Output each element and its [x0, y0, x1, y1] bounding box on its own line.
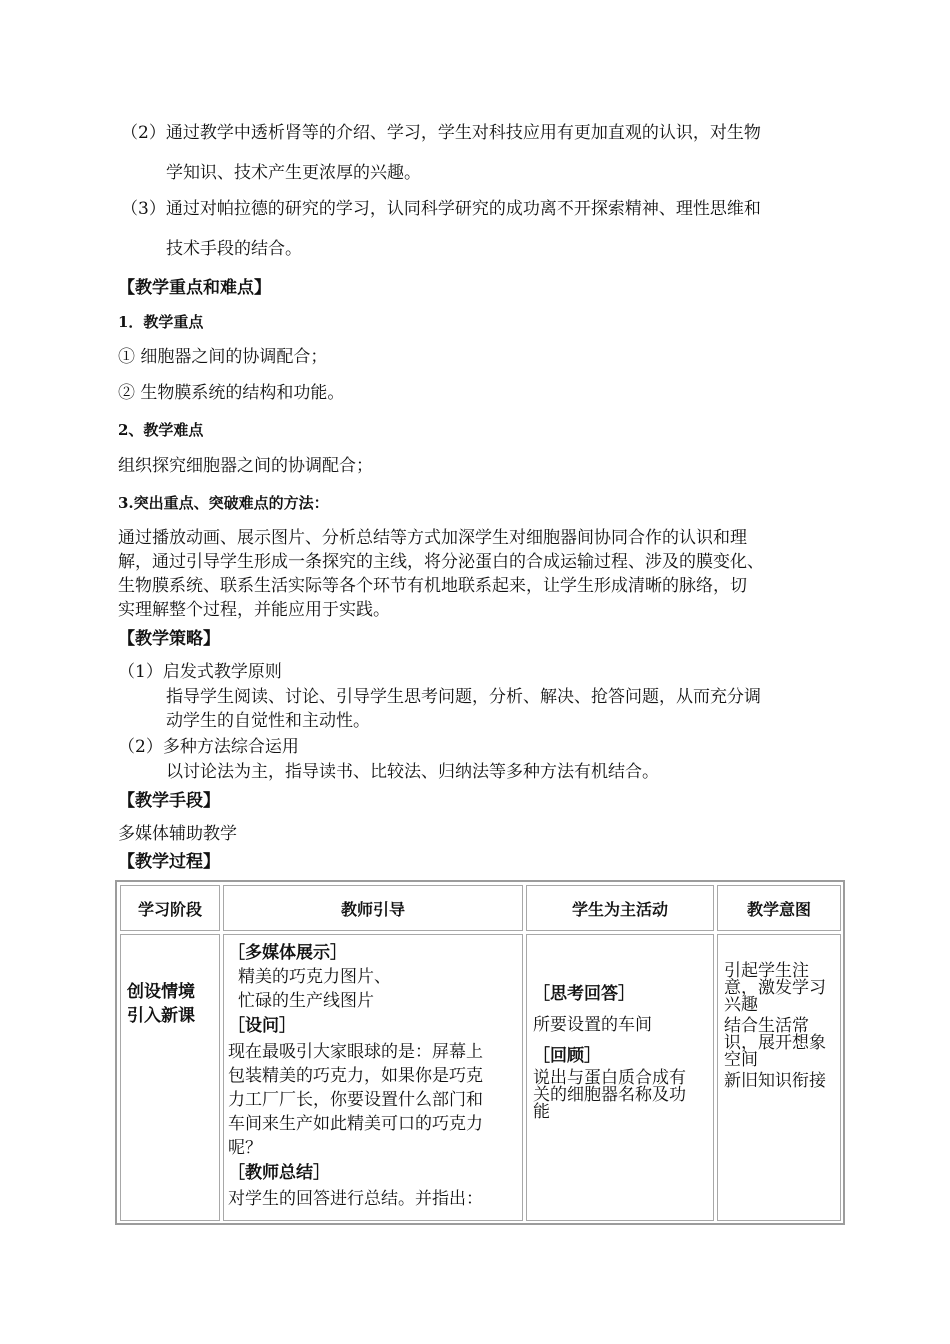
- strategy-item-2: （2）多种方法综合运用: [118, 737, 299, 757]
- intent-line-6: 空间: [724, 1050, 758, 1070]
- teacher-question-5: 呢？: [228, 1138, 262, 1158]
- teacher-tag-question: ［设问］: [228, 1016, 296, 1036]
- goal-item-2-line-1: （2）通过教学中透析肾等的介绍、学习，学生对科技应用有更加直观的认识，对生物: [121, 123, 761, 143]
- teacher-tag-summary: ［教师总结］: [228, 1163, 330, 1183]
- difficulty-1: 组织探究细胞器之间的协调配合；: [118, 456, 373, 476]
- key-points-heading: 【教学重点和难点】: [118, 278, 271, 298]
- intent-line-4: 结合生活常: [724, 1016, 809, 1036]
- key-point-2: ② 生物膜系统的结构和功能。: [118, 383, 345, 403]
- intent-line-5: 识，展开想象: [724, 1033, 826, 1053]
- student-review-3: 能: [533, 1102, 550, 1122]
- method-line-3: 生物膜系统、联系生活实际等各个环节有机地联系起来，让学生形成清晰的脉络，切: [118, 576, 747, 596]
- student-review-1: 说出与蛋白质合成有: [533, 1068, 686, 1088]
- teacher-question-1: 现在最吸引大家眼球的是：屏幕上: [228, 1042, 483, 1062]
- table-row-intent-cell: [717, 934, 841, 1221]
- stage-line-1: 创设情境: [127, 982, 195, 1002]
- strategy-item-1-line-1: 指导学生阅读、讨论、引导学生思考问题，分析、解决、抢答问题，从而充分调: [166, 687, 761, 707]
- method-line-2: 解，通过引导学生形成一条探究的主线，将分泌蛋白的合成运输过程、涉及的膜变化、: [118, 552, 764, 572]
- col-header-student: 学生为主活动: [526, 885, 714, 931]
- teacher-summary-1: 对学生的回答进行总结。并指出：: [228, 1189, 483, 1209]
- method-line-1: 通过播放动画、展示图片、分析总结等方式加深学生对细胞器间协同合作的认识和理: [118, 528, 747, 548]
- strategy-item-1-line-2: 动学生的自觉性和主动性。: [166, 711, 370, 731]
- teacher-text-1: 精美的巧克力图片、: [238, 967, 391, 987]
- teaching-process-table: [115, 880, 845, 1225]
- key-points-subheading-1: 1．教学重点: [118, 313, 204, 331]
- goal-item-2-line-2: 学知识、技术产生更浓厚的兴趣。: [166, 163, 421, 183]
- key-points-subheading-2: 2、教学难点: [118, 421, 204, 439]
- strategy-item-2-line-1: 以讨论法为主，指导读书、比较法、归纳法等多种方法有机结合。: [166, 762, 659, 782]
- process-heading: 【教学过程】: [118, 852, 220, 872]
- teacher-text-2: 忙碌的生产线图片: [238, 991, 374, 1011]
- student-tag-review: ［回顾］: [533, 1046, 601, 1066]
- intent-line-7: 新旧知识衔接: [724, 1071, 826, 1091]
- table-row-student-cell: [526, 934, 714, 1221]
- strategy-heading: 【教学策略】: [118, 629, 220, 649]
- method-line-4: 实理解整个过程，并能应用于实践。: [118, 600, 390, 620]
- student-review-2: 关的细胞器名称及功: [533, 1085, 686, 1105]
- intent-line-3: 兴趣: [724, 995, 758, 1015]
- goal-item-3-line-1: （3）通过对帕拉德的研究的学习，认同科学研究的成功离不开探索精神、理性思维和: [121, 199, 761, 219]
- strategy-item-1: （1）启发式教学原则: [118, 662, 282, 682]
- table-row-teacher-cell: [223, 934, 523, 1221]
- col-header-teacher: 教师引导: [223, 885, 523, 931]
- student-answer-1: 所要设置的车间: [533, 1015, 652, 1035]
- goal-item-3-line-2: 技术手段的结合。: [166, 239, 302, 259]
- stage-line-2: 引入新课: [127, 1006, 195, 1026]
- key-points-subheading-3: 3.突出重点、突破难点的方法：: [118, 494, 329, 512]
- means-text: 多媒体辅助教学: [118, 824, 237, 844]
- teacher-question-2: 包装精美的巧克力，如果你是巧克: [228, 1066, 483, 1086]
- key-point-1: ① 细胞器之间的协调配合；: [118, 347, 328, 367]
- intent-line-1: 引起学生注: [724, 961, 809, 981]
- student-tag-think: ［思考回答］: [533, 984, 635, 1004]
- means-heading: 【教学手段】: [118, 791, 220, 811]
- intent-line-2: 意，激发学习: [724, 978, 826, 998]
- teacher-question-3: 力工厂厂长，你要设置什么部门和: [228, 1090, 483, 1110]
- table-row-stage-cell: [120, 934, 220, 1221]
- teacher-question-4: 车间来生产如此精美可口的巧克力: [228, 1114, 483, 1134]
- col-header-stage: 学习阶段: [120, 885, 220, 931]
- teacher-tag-multimedia: ［多媒体展示］: [228, 943, 347, 963]
- col-header-intent: 教学意图: [717, 885, 841, 931]
